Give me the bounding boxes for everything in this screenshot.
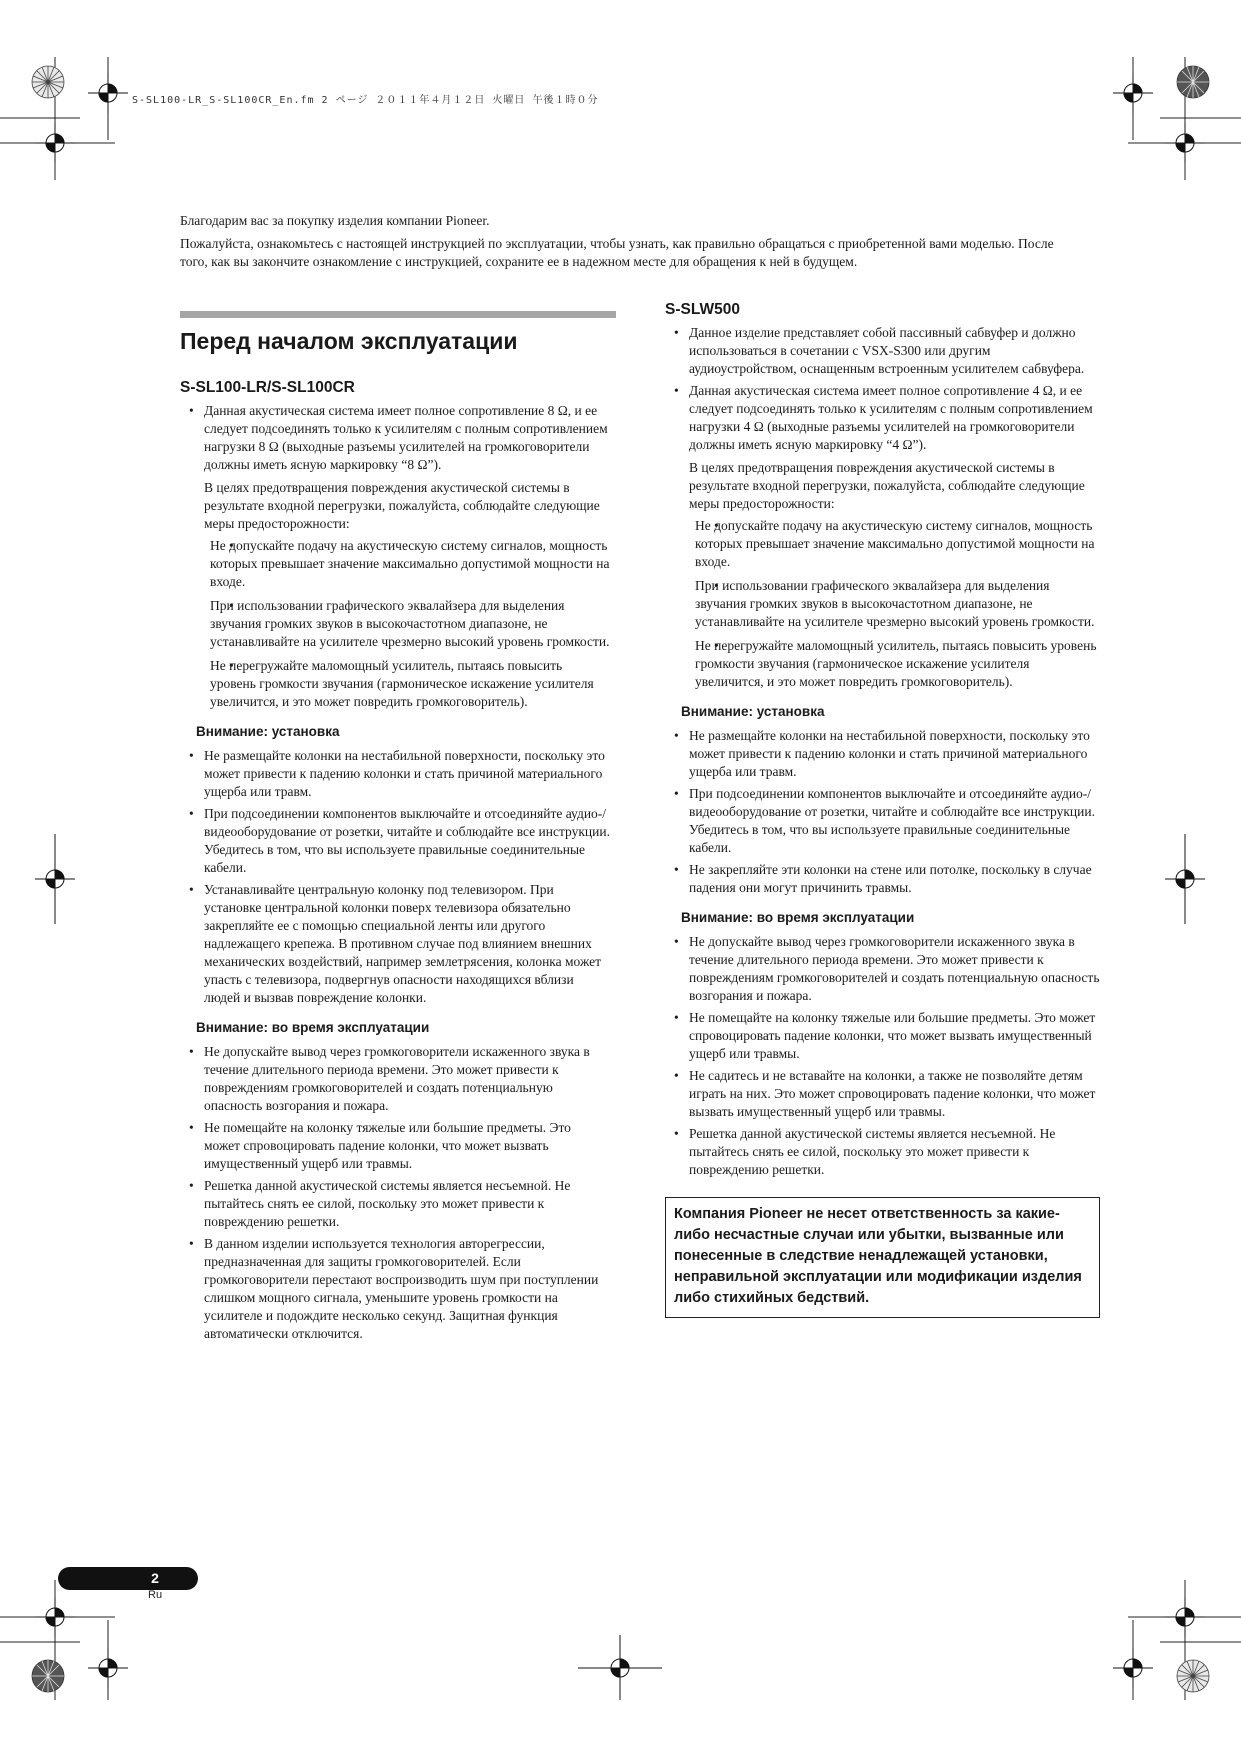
operation-item: • Не помещайте на колонку тяжелые или большие предметы. Это может спровоцировать падение колонки, что может вызвать имущественный ущерб или травмы. bbox=[180, 1119, 610, 1173]
install-item: • Не размещайте колонки на нестабильной поверхности, поскольку это может привести к падению колонки и стать причиной материального ущерба или травм. bbox=[180, 747, 610, 801]
section-title: Перед началом эксплуатации bbox=[180, 328, 518, 354]
section-bar bbox=[180, 311, 616, 318]
liability-notice-box: Компания Pioneer не несет ответственность за какие-либо несчастные случаи или убытки, вызванные или понесенные в следствие ненадлежащей установки, неправильной эксплуатации или модификации изделия либо стихийных бедствий. bbox=[665, 1197, 1100, 1318]
precaution-item: • Не перегружайте маломощный усилитель, пытаясь повысить уровень громкости звучания (гармоническое искажение усилителя увеличится, и это может повредить громкоговоритель). bbox=[204, 657, 610, 711]
star-target-mark bbox=[32, 1660, 64, 1692]
operation-item: • Решетка данной акустической системы является несъемной. Не пытайтесь снять ее силой, поскольку это может привести к повреждению решетки. bbox=[665, 1125, 1100, 1179]
precaution-item: • При использовании графического эквалайзера для выделения звучания громких звуков в высокочастотном диапазоне, не устанавливайте на усилителе чрезмерно высокий уровень громкости. bbox=[689, 577, 1100, 631]
precaution-item: • Не допускайте подачу на акустическую систему сигналов, мощность которых превышает значение максимально допустимой мощности на входе. bbox=[689, 517, 1100, 571]
star-target-mark bbox=[1177, 1660, 1209, 1692]
registration-mark bbox=[88, 1648, 128, 1688]
language-code: Ru bbox=[148, 1589, 163, 1601]
star-target-mark bbox=[1177, 66, 1209, 98]
model-heading: S-SLW500 bbox=[665, 301, 740, 318]
install-item: • При подсоединении компонентов выключайте и отсоединяйте аудио-/видеооборудование от розетки, читайте и соблюдайте все инструкции. Убедитесь в том, что вы используете правильные соединительные кабели. bbox=[665, 785, 1100, 857]
operation-heading: Внимание: во время эксплуатации bbox=[681, 910, 915, 925]
intro-instructions: Пожалуйста, ознакомьтесь с настоящей инструкцией по эксплуатации, чтобы узнать, как правильно обращаться с приобретенной вами моделью. После того, как вы закончите ознакомление с инструкцией, сохраните ее в надежном месте для обращения к ней в будущем. bbox=[180, 236, 1054, 269]
operation-item: • Не помещайте на колонку тяжелые или большие предметы. Это может спровоцировать падение колонки, что может вызвать имущественный ущерб или травмы. bbox=[665, 1009, 1100, 1063]
operation-item: • В данном изделии используется технология авторегрессии, предназначенная для защиты громкоговорителей. Если громкоговорители перестают воспроизводить шум при поступлении слишком мощного сигнала, уменьшите уровень громкости на усилителе и подождите несколько секунд. Защитная функция автоматически отключится. bbox=[180, 1235, 610, 1343]
operation-heading: Внимание: во время эксплуатации bbox=[196, 1020, 430, 1035]
intro bbox=[180, 212, 1080, 276]
install-item: • Устанавливайте центральную колонку под телевизором. При установке центральной колонки поверх телевизора обязательно закрепляйте ее с помощью специальной ленты или другого надлежащего крепежа. В противном случае под влиянием внешних механических воздействий, например землетрясения, колонка может упасть с телевизора, подвергнув опасности находящихся вблизи людей и вызвав повреждение колонки. bbox=[180, 881, 610, 1007]
left-column bbox=[180, 311, 610, 1347]
registration-mark bbox=[1165, 123, 1205, 163]
impedance-note: • Данная акустическая система имеет полное сопротивление 8 Ω, и ее следует подсоединять только к усилителям с полным сопротивлением нагрузки 8 Ω (выходные разъемы усилителей на громкоговорители должны иметь ясную маркировку “8 Ω”). В целях предотвращения повреждения акустической системы в результате входной перегрузки, пожалуйста, соблюдайте следующие меры предосторожности: • Не допускайте подачу на акустическую систему сигналов, мощность которых превышает значение максимально допустимой мощности на входе. • При использовании графического эквалайзера для выделения звучания громких звуков в высокочастотном диапазоне, не устанавливайте на усилителе чрезмерно высокий уровень громкости. • Не перегружайте маломощный усилитель, пытаясь повысить уровень громкости звучания (гармоническое искажение усилителя увеличится, и это может повредить громкоговоритель). bbox=[180, 402, 610, 711]
registration-mark bbox=[1113, 73, 1153, 113]
install-item: • Не закрепляйте эти колонки на стене или потолке, поскольку в случае падения они могут причинить травмы. bbox=[665, 861, 1100, 897]
registration-mark bbox=[578, 1635, 662, 1700]
operation-item: • Не допускайте вывод через громкоговорители искаженного звука в течение длительного периода времени. Это может привести к повреждениям громкоговорителей и создать потенциальную опасность возгорания и пожара. bbox=[665, 933, 1100, 1005]
star-target-mark bbox=[32, 66, 64, 98]
impedance-note: • Данная акустическая система имеет полное сопротивление 4 Ω, и ее следует подсоединять только к усилителям с полным сопротивлением нагрузки 4 Ω (выходные разъемы усилителей на громкоговорители должны иметь ясную маркировку “4 Ω”). В целях предотвращения повреждения акустической системы в результате входной перегрузки, пожалуйста, соблюдайте следующие меры предосторожности: • Не допускайте подачу на акустическую систему сигналов, мощность которых превышает значение максимально допустимой мощности на входе. • При использовании графического эквалайзера для выделения звучания громких звуков в высокочастотном диапазоне, не устанавливайте на усилителе чрезмерно высокий уровень громкости. • Не перегружайте маломощный усилитель, пытаясь повысить уровень громкости звучания (гармоническое искажение усилителя увеличится, и это может повредить громкоговоритель). bbox=[665, 382, 1100, 691]
registration-mark bbox=[35, 123, 75, 163]
usage-note: • Данное изделие представляет собой пассивный сабвуфер и должно использоваться в сочетании с VSX-S300 или другим аудиоустройством, оснащенным встроенным усилителем сабвуфера. bbox=[665, 324, 1100, 378]
model-heading: S-SL100-LR/S-SL100CR bbox=[180, 379, 355, 396]
file-info-header: S-SL100-LR_S-SL100CR_En.fm 2 ページ ２０１１年４月１２日 火曜日 午後１時０分 bbox=[132, 95, 599, 106]
registration-mark bbox=[88, 73, 128, 113]
registration-mark bbox=[1165, 1597, 1205, 1637]
operation-item: • Решетка данной акустической системы является несъемной. Не пытайтесь снять ее силой, поскольку это может привести к повреждению решетки. bbox=[180, 1177, 610, 1231]
right-column bbox=[665, 300, 1100, 1318]
operation-item: • Не садитесь и не вставайте на колонки, а также не позволяйте детям играть на них. Это может спровоцировать падение колонки, что может вызвать имущественный ущерб или травмы. bbox=[665, 1067, 1100, 1121]
registration-mark bbox=[35, 1597, 75, 1637]
intro-thanks: Благодарим вас за покупку изделия компании Pioneer. bbox=[180, 213, 490, 228]
precaution-item: • Не допускайте подачу на акустическую систему сигналов, мощность которых превышает значение максимально допустимой мощности на входе. bbox=[204, 537, 610, 591]
operation-item: • Не допускайте вывод через громкоговорители искаженного звука в течение длительного периода времени. Это может привести к повреждениям громкоговорителей и создать потенциальную опасность возгорания и пожара. bbox=[180, 1043, 610, 1115]
registration-mark bbox=[1113, 1648, 1153, 1688]
page-number-badge bbox=[58, 1567, 198, 1590]
page-number: 2 bbox=[151, 1570, 159, 1586]
precaution-intro: В целях предотвращения повреждения акустической системы в результате входной перегрузки, пожалуйста, соблюдайте следующие меры предосторожности: bbox=[204, 480, 600, 531]
precaution-intro: В целях предотвращения повреждения акустической системы в результате входной перегрузки, пожалуйста, соблюдайте следующие меры предосторожности: bbox=[689, 460, 1085, 511]
registration-mark bbox=[1165, 834, 1205, 924]
install-heading: Внимание: установка bbox=[196, 724, 340, 739]
install-item: • При подсоединении компонентов выключайте и отсоединяйте аудио-/видеооборудование от розетки, читайте и соблюдайте все инструкции. Убедитесь в том, что вы используете правильные соединительные кабели. bbox=[180, 805, 610, 877]
install-heading: Внимание: установка bbox=[681, 704, 825, 719]
registration-mark bbox=[35, 834, 75, 924]
precaution-item: • При использовании графического эквалайзера для выделения звучания громких звуков в высокочастотном диапазоне, не устанавливайте на усилителе чрезмерно высокий уровень громкости. bbox=[204, 597, 610, 651]
install-item: • Не размещайте колонки на нестабильной поверхности, поскольку это может привести к падению колонки и стать причиной материального ущерба или травм. bbox=[665, 727, 1100, 781]
precaution-item: • Не перегружайте маломощный усилитель, пытаясь повысить уровень громкости звучания (гармоническое искажение усилителя увеличится, и это может повредить громкоговоритель). bbox=[689, 637, 1100, 691]
